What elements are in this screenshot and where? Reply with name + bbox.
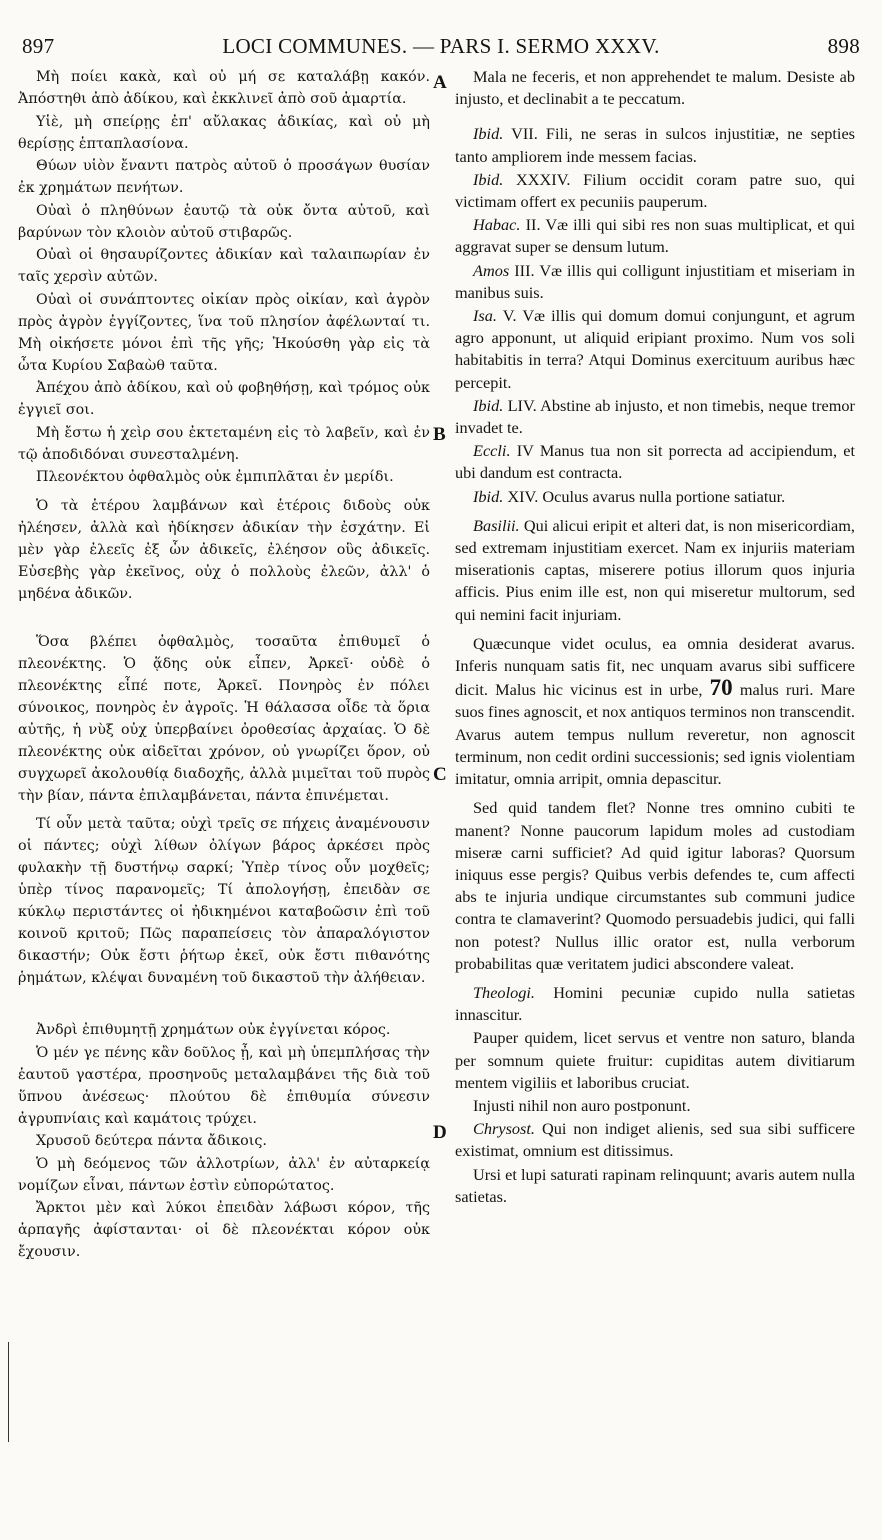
greek-paragraph: Ὁ τὰ ἑτέρου λαμβάνων καὶ ἑτέροις διδοὺς οὐκ ἠλέησεν, ἀλλὰ καὶ ἠδίκησεν ἀδικίαν τὴν ἐσχάτην. Εἰ μὲν γὰρ ἐλεεῖς ἐξ ὧν ἀδικεῖς, ἐλέησον οὓς ἀδικεῖς. Εὐσεβὴς γὰρ ἐκεῖνος, οὐχ ὁ πολλοὺς ἐλεῶν, ἀλλ' ὁ μηδένα ἀδικῶν. bbox=[18, 497, 430, 602]
latin-reference: Eccli. bbox=[473, 441, 511, 461]
latin-reference: Ibid. bbox=[473, 124, 504, 144]
greek-paragraph: Μὴ ἔστω ἡ χεὶρ σου ἐκτεταμένη εἰς τὸ λαβεῖν, καὶ ἐν τῷ ἀποδιδόναι συνεσταλμένη. bbox=[18, 424, 430, 463]
greek-paragraph: Ὅσα βλέπει ὀφθαλμὸς, τοσαῦτα ἐπιθυμεῖ ὁ πλεονέκτης. Ὁ ᾅδης οὐκ εἶπεν, Ἀρκεῖ· οὐδὲ ὁ πλεονέκτης εἶπέ ποτε, Ἀρκεῖ. Πονηρὸς ἐν πόλει σύνοικος, πονηρὸς ἐν ἀγροῖς. Ἡ θάλασσα οἶδε τὰ ὅρια αὐτῆς, ἡ νὺξ οὐχ ὑπερβαίνει ὀροθεσίας ἀρχαίας. Ὁ δὲ πλεονέκτης οὐκ αἰδεῖται χρόνον, οὐ γνωρίζει ὅρον, οὐ συγχωρεῖ ἀκολουθίᾳ διαδοχῆς, ἀλλὰ μιμεῖται τοῦ πυρὸς τὴν βίαν, πάντα ἐπιλαμβάνεται, πάντα ἐπινέμεται. bbox=[18, 634, 430, 804]
latin-paragraph bbox=[455, 1027, 855, 1094]
page-number-left: 897 bbox=[22, 34, 55, 58]
latin-text: Injusti nihil non auro postponunt. bbox=[473, 1095, 691, 1115]
greek-paragraph: Ὁ μὴ δεόμενος τῶν ἀλλοτρίων, ἀλλ' ἐν αὐταρκείᾳ νομίζων εἶναι, πάντων ἐστὶν εὐπορώτατος. bbox=[18, 1155, 430, 1194]
latin-paragraph bbox=[455, 1095, 855, 1117]
latin-text: VII. Fili, ne seras in sulcos injustitiæ, ne septies tanto ampliorem inde messem facias. bbox=[455, 124, 855, 166]
margin-letter-b: B bbox=[433, 424, 446, 445]
column-number: 70 bbox=[709, 675, 733, 701]
latin-text: II. Væ illi qui sibi res non suas multiplicat, et qui aggravat super se densum lutum. bbox=[455, 215, 855, 257]
latin-reference: Ibid. bbox=[473, 486, 504, 506]
latin-paragraph bbox=[455, 214, 855, 258]
latin-text: III. Væ illis qui colligunt injustitiam et miseriam in manibus suis. bbox=[455, 260, 855, 302]
latin-text: Mala ne feceris, et non apprehendet te malum. Desiste ab injusto, et declinabit a te peccatum. bbox=[455, 67, 855, 109]
greek-paragraph: Υἱὲ, μὴ σπείρῃς ἐπ' αὔλακας ἀδικίας, καὶ οὐ μὴ θερίσῃς ἑπταπλασίονα. bbox=[18, 113, 430, 152]
running-title: LOCI COMMUNES. — PARS I. SERMO XXXV. bbox=[222, 34, 660, 58]
page-number-right: 898 bbox=[827, 34, 860, 58]
margin-letter-d: D bbox=[433, 1122, 447, 1143]
latin-paragraph bbox=[455, 486, 855, 508]
latin-text: Pauper quidem, licet servus et ventre non saturo, blanda per somnum quiete fruitur: cupiditas autem divitiarum mentem vigiliis et laboribus cruciat. bbox=[455, 1028, 855, 1092]
latin-text: malus ruri. Mare suos fines agnoscit, et nox antiquos terminos non transcendit. Avarus autem tempus nullum reveretur, non agnoscit terminum, non cedit ordini successionis; sed ignis violentiam imitatur, omnia arripit, omnia depascitur. bbox=[455, 680, 855, 789]
latin-text: V. Væ illis qui domum domui conjungunt, et agrum agro apponunt, ut aliquid eripiant proximo. Num vos soli habitabitis in terra? Atqui Dominus exercituum auribus hæc percepit. bbox=[455, 306, 855, 392]
latin-reference: Basilii. bbox=[473, 515, 520, 535]
latin-text: XXXIV. Filium occidit coram patre suo, qui victimam offert ex pecuniis pauperum. bbox=[455, 169, 855, 212]
latin-paragraph bbox=[455, 169, 855, 213]
greek-paragraph: Ἀνδρὶ ἐπιθυμητῇ χρημάτων οὐκ ἐγγίνεται κόρος. bbox=[36, 1022, 391, 1038]
greek-paragraph: Οὐαὶ οἱ συνάπτοντες οἰκίαν πρὸς οἰκίαν, καὶ ἀγρὸν πρὸς ἀγρὸν ἐγγίζοντες, ἵνα τοῦ πλησίον ἀφέλωνταί τι. Μὴ οἰκήσετε μόνοι ἐπὶ τῆς γῆς; Ἠκούσθη γὰρ εἰς τὰ ὦτα Κυρίου Σαβαὼθ ταῦτα. bbox=[18, 291, 430, 374]
latin-paragraph bbox=[455, 123, 855, 167]
latin-text: Sed quid tandem flet? Nonne tres omnino cubiti te manent? Nonne paucorum lapidum moles ad custodiam miseræ carni sufficiet? Ad quid igitur laboras? Quorsum iniquus esse pergis? Quibus verbis defendes te, cum affecti abs te injuria undique circumstantes sub communi judice contra te clamaverint? Quomodo persuadebis judici, qui falli non potest? Nullus illic orator est, nulla verborum probabilitas quæ veritatem judici abscondere valeat. bbox=[455, 798, 855, 973]
latin-text: Homini pecuniæ cupido nulla satietas innascitur. bbox=[455, 982, 855, 1025]
latin-reference: Isa. bbox=[473, 306, 497, 326]
running-header bbox=[0, 34, 882, 64]
latin-paragraph bbox=[455, 260, 855, 304]
latin-paragraph bbox=[455, 395, 855, 439]
greek-paragraph: Πλεονέκτου ὀφθαλμὸς οὐκ ἐμπιπλᾶται ἐν μερίδι. bbox=[36, 469, 394, 485]
latin-text: LIV. Abstine ab injusto, et non timebis, neque tremor invadet te. bbox=[455, 395, 855, 438]
latin-paragraph bbox=[455, 1118, 855, 1162]
latin-reference: Chrysost. bbox=[473, 1119, 535, 1139]
latin-column bbox=[455, 66, 855, 1506]
margin-letter-a: A bbox=[433, 72, 447, 93]
latin-paragraph bbox=[455, 982, 855, 1026]
greek-paragraph: Θύων υἱὸν ἔναντι πατρὸς αὐτοῦ ὁ προσάγων θυσίαν ἐκ χρημάτων πενήτων. bbox=[18, 158, 430, 196]
latin-paragraph bbox=[455, 66, 855, 110]
latin-reference: Ibid. bbox=[473, 395, 504, 415]
latin-text: XIV. Oculus avarus nulla portione satiatur. bbox=[507, 486, 786, 506]
latin-paragraph bbox=[455, 515, 855, 626]
latin-reference: Theologi. bbox=[473, 982, 535, 1002]
latin-text: Ursi et lupi saturati rapinam relinquunt; avaris autem nulla satietas. bbox=[455, 1164, 855, 1206]
margin-letter-c: C bbox=[433, 764, 447, 785]
greek-paragraph: Χρυσοῦ δεύτερα πάντα ἄδικοις. bbox=[36, 1133, 267, 1149]
page-edge-rule bbox=[8, 1342, 9, 1442]
latin-text: Quæcunque videt oculus, ea omnia desiderat avarus. Inferis nunquam satis fit, nec unquam avarus sibi sufficere dicit. Malus hic vicinus est in urbe, bbox=[455, 633, 855, 700]
greek-column bbox=[18, 66, 430, 1506]
latin-text: Qui alicui eripit et alteri dat, is non misericordiam, sed extremam injustitiam exercet. Nam ex injuriis materiam miserationis captas, miserere potius illorum quos injuria afficis. Pius enim ille est, non qui miseretur multorum, sed qui nemini facit injuriam. bbox=[455, 515, 855, 624]
latin-paragraph bbox=[455, 633, 855, 790]
latin-reference: Amos bbox=[473, 260, 510, 280]
greek-paragraph: Ἄρκτοι μὲν καὶ λύκοι ἐπειδὰν λάβωσι κόρον, τῆς ἁρπαγῆς ἀφίστανται· οἱ δὲ πλεονέκται κόρον οὐκ ἔχουσιν. bbox=[18, 1200, 430, 1260]
greek-paragraph: Τί οὖν μετὰ ταῦτα; οὐχὶ τρεῖς σε πήχεις ἀναμένουσιν οἱ πάντες; οὐχὶ λίθων ὀλίγων βάρος ἀρκέσει πρὸς φυλακὴν τῇ δυστήνῳ σαρκί; Ὑπὲρ τίνος οὖν μοχθεῖς; ὑπὲρ τίνος παρανομεῖς; Τί ἀπολογήσῃ, ἐπειδὰν σε κύκλῳ περιστάντες οἱ ἠδικημένοι καταβοῶσιν ἐπὶ τοῦ κοινοῦ κριτοῦ; Πῶς παραπείσεις τὸν ἀπαραλόγιστον δικαστήν; Οὐκ ἔστι ῥήτωρ ἐκεῖ, οὐκ ἔστι πιθανότης ῥημάτων, κλέψαι δυναμένη τοῦ δικαστοῦ τὴν ἀλήθειαν. bbox=[18, 815, 430, 986]
latin-paragraph bbox=[455, 797, 855, 975]
greek-paragraph: Οὐαὶ οἱ θησαυρίζοντες ἀδικίαν καὶ ταλαιπωρίαν ἐν ταῖς χερσὶν αὐτῶν. bbox=[18, 247, 430, 285]
greek-paragraph: Μὴ ποίει κακὰ, καὶ οὐ μή σε καταλάβῃ κακόν. Ἀπόστηθι ἀπὸ ἀδίκου, καὶ ἐκκλινεῖ ἀπὸ σοῦ ἁμαρτία. bbox=[18, 69, 430, 107]
latin-text: Qui non indiget alienis, sed sua sibi sufficere existimat, omnium est ditissimus. bbox=[455, 1119, 855, 1161]
greek-paragraph: Ἀπέχου ἀπὸ ἀδίκου, καὶ οὐ φοβηθήσῃ, καὶ τρόμος οὐκ ἐγγιεῖ σοι. bbox=[18, 380, 430, 418]
latin-paragraph bbox=[455, 305, 855, 394]
latin-reference: Ibid. bbox=[473, 169, 504, 189]
latin-reference: Habac. bbox=[473, 215, 521, 235]
latin-paragraph bbox=[455, 1164, 855, 1208]
latin-paragraph bbox=[455, 440, 855, 484]
latin-text: IV Manus tua non sit porrecta ad accipiendum, et ubi dandum est contracta. bbox=[455, 441, 855, 483]
greek-paragraph: Οὐαὶ ὁ πληθύνων ἑαυτῷ τὰ οὐκ ὄντα αὐτοῦ, καὶ βαρύνων τὸν κλοιὸν αὐτοῦ στιβαρῶς. bbox=[18, 202, 430, 241]
greek-paragraph: Ὁ μέν γε πένης κἂν δοῦλος ᾖ, καὶ μὴ ὑπεμπλήσας τὴν ἑαυτοῦ γαστέρα, προσηνοῦς μεταλαμβάνει τῆς διὰ τοῦ ὕπνου ἀνέσεως· πλούτου δὲ ἐπιθυμία σύνεσιν ἀγρυπνίαις καὶ καμάτοις τρύχει. bbox=[18, 1044, 430, 1127]
